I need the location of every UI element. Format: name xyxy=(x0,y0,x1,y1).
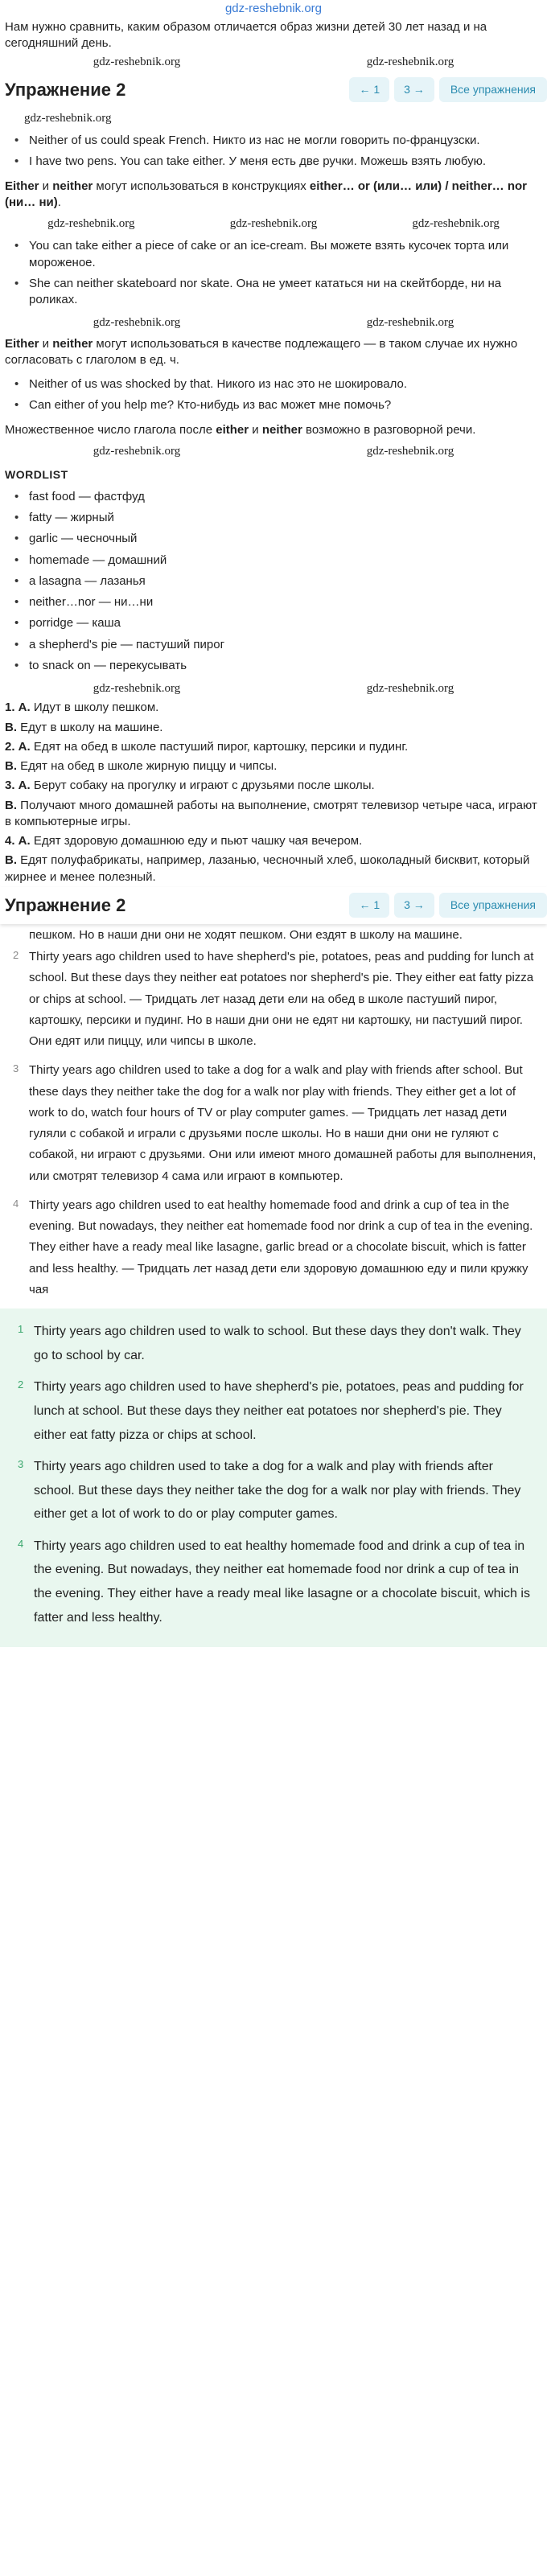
item-number: 4 xyxy=(13,1197,19,1210)
exercise-nav xyxy=(349,893,547,918)
watermark: gdz-reshebnik.org xyxy=(93,682,181,696)
watermark: gdz-reshebnik.org xyxy=(229,217,318,230)
watermark: gdz-reshebnik.org xyxy=(24,111,112,125)
wordlist-item: • homemade — домашний xyxy=(13,553,539,569)
list-item: • Neither of us was shocked by that. Никого из нас это не шокировало. xyxy=(13,376,539,392)
list-item xyxy=(5,1060,542,1187)
watermark: gdz-reshebnik.org xyxy=(93,55,181,68)
list-item xyxy=(5,947,542,1052)
rule-keyword: either xyxy=(216,422,249,437)
list-item: • Can either of you help me? Кто-нибудь из вас может мне помочь? xyxy=(13,397,539,413)
grammar-rule-2 xyxy=(0,333,547,372)
item-text: Thirty years ago children used to have shepherd's pie, potatoes, peas and pudding for lunch at school. But these days they neither eat potatoes nor shepherd's pie. They either eat fatty pizza or chips at school. — Тридцать лет назад дети ели на обед в школе пастуший пирог, картошку, персики и пудинг. Но в наши дни они не едят ни картошку, ни пастуший пирог. Они едят или пиццу, или чипсы в школе. xyxy=(29,950,534,1049)
task-label: 1. А. xyxy=(5,700,31,715)
site-link-text[interactable]: gdz-reshebnik.org xyxy=(224,2,323,15)
all-exercises-button[interactable]: Все упражнения xyxy=(439,893,547,918)
item-number: 3 xyxy=(18,1458,24,1471)
intro-text: Нам нужно сравнить, каким образом отличается образ жизни детей 30 лет назад и на сегодняшний день. xyxy=(5,20,487,51)
final-answers-list xyxy=(5,1320,542,1629)
wordlist-item: • garlic — чесночный xyxy=(13,531,539,547)
next-exercise-button[interactable]: 3 → xyxy=(394,77,434,102)
watermark-row xyxy=(0,214,547,233)
watermark: gdz-reshebnik.org xyxy=(93,316,181,330)
watermark: gdz-reshebnik.org xyxy=(366,682,454,696)
watermark: gdz-reshebnik.org xyxy=(366,316,454,330)
task-text: Идут в школу пешком. xyxy=(30,700,159,715)
grammar-rule-1 xyxy=(0,175,547,215)
grammar-bullets-2 xyxy=(0,238,547,308)
rule-text: могут использоваться в конструкциях xyxy=(93,179,310,193)
grammar-bullets-3 xyxy=(0,376,547,414)
item-number: 4 xyxy=(18,1537,24,1550)
exercise-nav xyxy=(349,77,547,102)
task-text: Берут собаку на прогулку и играют с друзьями после школы. xyxy=(30,779,375,793)
rule-text: Множественное число глагола после xyxy=(5,422,216,437)
task-label: В. xyxy=(5,759,17,774)
rule-text: возможно в разговорной речи. xyxy=(302,422,476,437)
list-item xyxy=(5,1195,542,1300)
wordlist-item: • fast food — фастфуд xyxy=(13,489,539,505)
prev-exercise-button[interactable]: ← 1 xyxy=(349,893,389,918)
task-text: Едят на обед в школе пастуший пирог, картошку, персики и пудинг. xyxy=(30,739,409,754)
task-text: Получают много домашней работы на выполнение, смотрят телевизор четыре часа, играют в компьютерные игры. xyxy=(5,798,537,828)
task-a xyxy=(0,776,547,795)
wordlist xyxy=(0,489,547,674)
list-item: • You can take either a piece of cake or an ice-cream. Вы можете взять кусочек торта или мороженое. xyxy=(13,238,539,271)
task-label: В. xyxy=(5,798,17,812)
answer-fragment: пешком. Но в наши дни они не ходят пешком. Они ездят в школу на машине. xyxy=(29,927,463,942)
rule-keyword: either… or (или… или) / neither… nor (ни… ни) xyxy=(5,179,527,209)
list-item: • She can neither skateboard nor skate. Она не умеет кататься ни на скейтборде, ни на роликах. xyxy=(13,276,539,309)
final-answers-box xyxy=(0,1309,547,1647)
item-text: Thirty years ago children used to take a dog for a walk and play with friends after school. But these days they neither take the dog for a walk nor play with friends. They either get a lot of work to do, watch four hours of TV or play computer games. — Тридцать лет назад дети гуляли с собакой и играли с друзьями после школы. Но в наши дни они не гуляют с собакой, ни играют с друзьями. Они или имеют много домашней работы для выполнения, или смотрят телевизор 4 сама или играют в компьютер. xyxy=(29,1063,537,1183)
item-text: Thirty years ago children used to walk to school. But these days they don't walk. They go to school by car. xyxy=(34,1325,521,1362)
wordlist-item: • a lasagna — лазанья xyxy=(13,573,539,590)
wordlist-item: • fatty — жирный xyxy=(13,510,539,526)
task-label: В. xyxy=(5,720,17,734)
item-text: Thirty years ago children used to eat healthy homemade food and drink a cup of tea in the evening. But nowadays, they neither eat homemade food nor drink a cup of tea in the evening. They either have a ready meal like lasagne or a chocolate biscuit, which is fatter and less healthy. xyxy=(34,1539,530,1625)
watermark-row xyxy=(0,52,547,72)
watermark-row xyxy=(0,679,547,698)
item-number: 2 xyxy=(13,949,19,962)
item-text: Thirty years ago children used to take a dog for a walk and play with friends after school. But these days they neither take the dog for a walk nor play with friends. They either get a lot of work to do or play computer games. xyxy=(34,1460,521,1522)
task-label: В. xyxy=(5,853,17,868)
rule-text: и xyxy=(249,422,262,437)
exercise-title: Упражнение 2 xyxy=(5,79,126,100)
task-b xyxy=(0,718,547,737)
site-top-link[interactable] xyxy=(0,0,547,18)
wordlist-item: • neither…nor — ни…ни xyxy=(13,594,539,610)
list-item: • Neither of us could speak French. Никто из нас не могли говорить по-французски. xyxy=(13,133,539,149)
wordlist-item: • to snack on — перекусывать xyxy=(13,658,539,674)
task-b xyxy=(0,796,547,832)
watermark: gdz-reshebnik.org xyxy=(366,55,454,68)
rule-text: . xyxy=(57,195,61,209)
item-text: Thirty years ago children used to eat healthy homemade food and drink a cup of tea in the evening. But nowadays, they neither eat homemade food nor drink a cup of tea in the evening. They either have a ready meal like lasagne, garlic bread or a chocolate biscuit, which is fatter and less healthy. — Тридцать лет назад дети ели здоровую домашнюю еду и пили кружку чая xyxy=(29,1198,533,1296)
rule-text: могут использоваться в качестве подлежащего — в таком случае их нужно согласовать с глаголом в ед. ч. xyxy=(5,336,518,367)
item-number: 1 xyxy=(18,1323,24,1336)
exercise-header-sticky xyxy=(0,887,547,924)
wordlist-title: WORDLIST xyxy=(5,468,68,481)
rule-keyword: neither xyxy=(52,336,93,351)
list-item xyxy=(10,1535,537,1629)
task-text: Едят полуфабрикаты, например, лазанью, чесночный хлеб, шоколадный бисквит, который жирнее и менее полезный. xyxy=(5,853,530,884)
item-text: Thirty years ago children used to have shepherd's pie, potatoes, peas and pudding for lunch at school. But these days they neither eat potatoes nor shepherd's pie. They either eat fatty pizza or chips at school. xyxy=(34,1380,524,1442)
list-item xyxy=(10,1320,537,1367)
grammar-rule-3 xyxy=(0,419,547,442)
watermark-row xyxy=(0,442,547,461)
rule-keyword: Either xyxy=(5,336,39,351)
exercise-title: Упражнение 2 xyxy=(5,895,126,916)
task-a xyxy=(0,698,547,717)
rule-text: и xyxy=(39,179,53,193)
list-item: • I have two pens. You can take either. У меня есть две ручки. Можешь взять любую. xyxy=(13,154,539,170)
item-number: 2 xyxy=(18,1378,24,1391)
task-b xyxy=(0,851,547,887)
list-item xyxy=(10,1375,537,1447)
task-label: 2. А. xyxy=(5,739,31,754)
task-list xyxy=(0,698,547,887)
task-text: Едут в школу на машине. xyxy=(17,720,163,734)
watermark: gdz-reshebnik.org xyxy=(93,444,181,458)
wordlist-item: • porridge — каша xyxy=(13,615,539,631)
rule-keyword: neither xyxy=(52,179,93,193)
task-a xyxy=(0,737,547,757)
watermark-row xyxy=(0,109,547,128)
task-text: Едят на обед в школе жирную пиццу и чипсы. xyxy=(17,759,278,774)
all-exercises-button[interactable]: Все упражнения xyxy=(439,77,547,102)
task-a xyxy=(0,832,547,851)
item-number: 3 xyxy=(13,1062,19,1075)
task-b xyxy=(0,757,547,776)
grammar-bullets-1 xyxy=(0,133,547,171)
task-text: Едят здоровую домашнюю еду и пьют чашку чая вечером. xyxy=(30,834,363,848)
watermark: gdz-reshebnik.org xyxy=(412,217,500,230)
exercise-header xyxy=(0,72,547,109)
rule-keyword: neither xyxy=(261,422,302,437)
watermark: gdz-reshebnik.org xyxy=(366,444,454,458)
rule-keyword: Either xyxy=(5,179,39,193)
list-item xyxy=(10,1455,537,1526)
watermark-row xyxy=(0,313,547,332)
prev-exercise-button[interactable]: ← 1 xyxy=(349,77,389,102)
watermark: gdz-reshebnik.org xyxy=(47,217,135,230)
rule-text: и xyxy=(39,336,53,351)
wordlist-item: • a shepherd's pie — пастуший пирог xyxy=(13,637,539,653)
task-label: 4. А. xyxy=(5,834,31,848)
next-exercise-button[interactable]: 3 → xyxy=(394,893,434,918)
task-label: 3. А. xyxy=(5,779,31,793)
answer-list xyxy=(0,947,547,1300)
